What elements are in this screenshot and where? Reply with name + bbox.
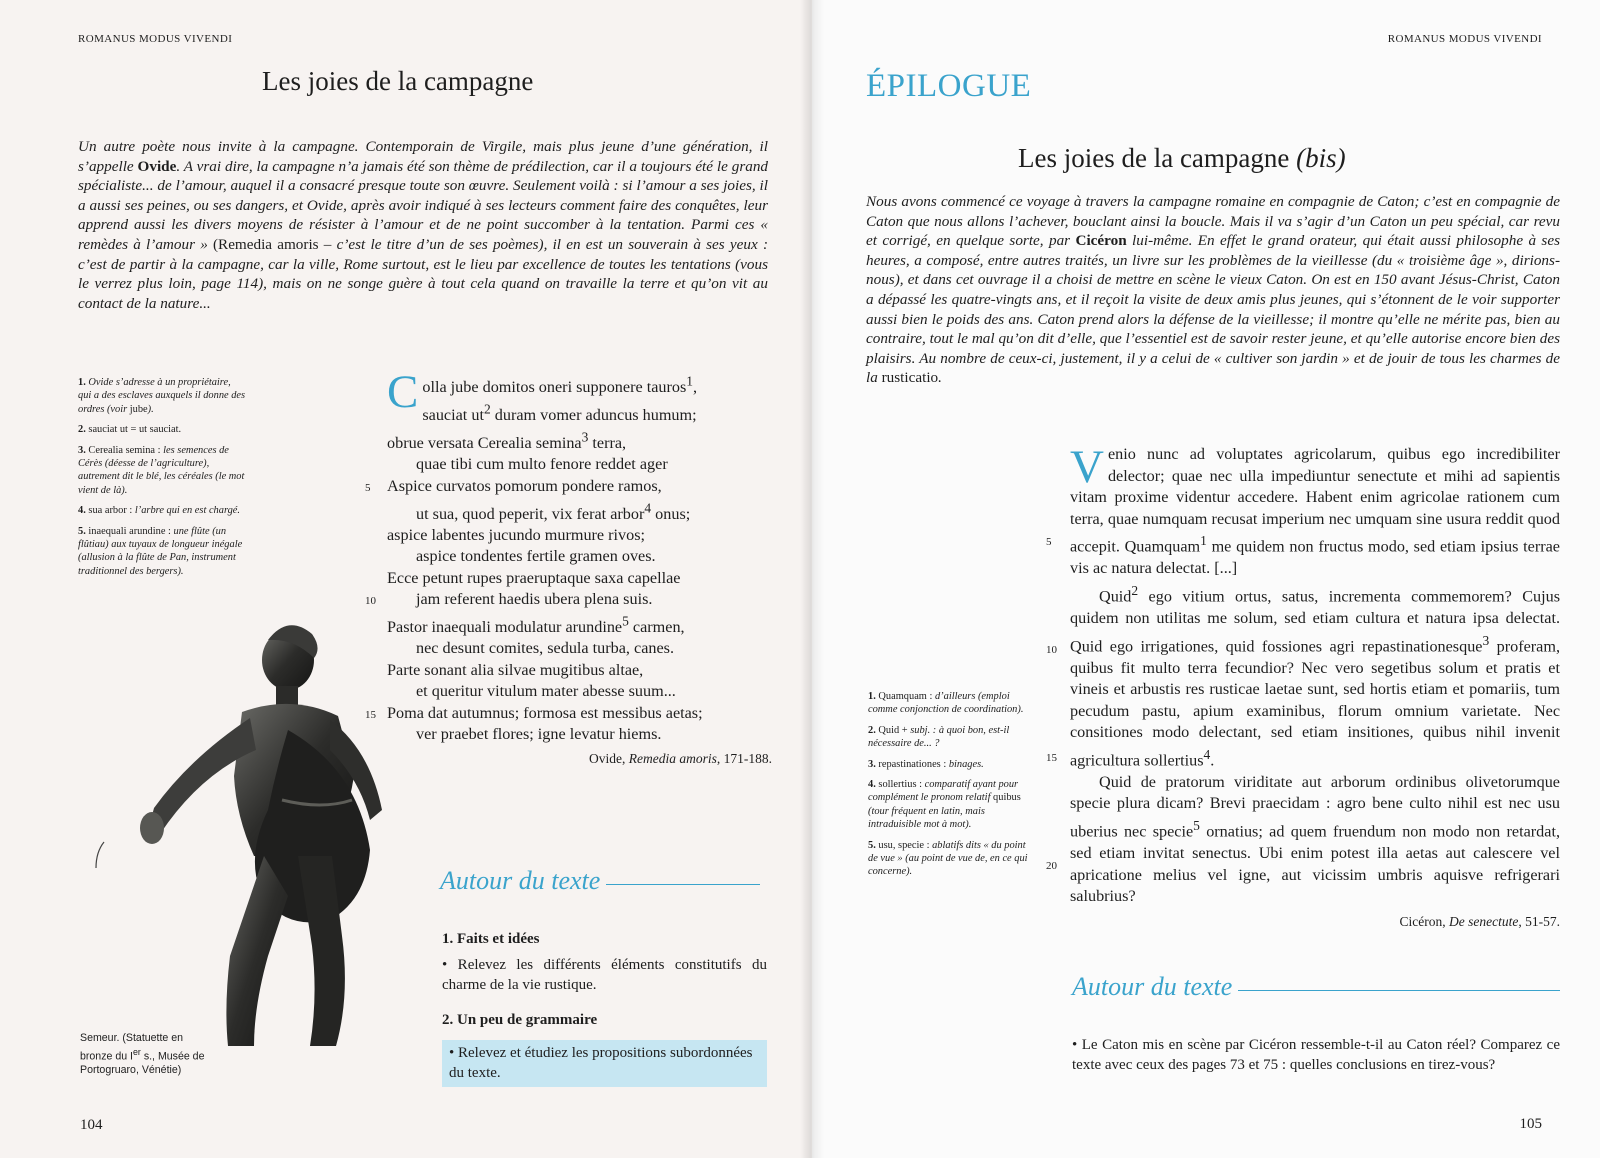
footnote — [868, 839, 1034, 879]
book-gutter — [800, 0, 824, 1158]
poem-line — [387, 660, 772, 681]
poem-line — [387, 681, 772, 702]
footnote-text: Ovide s’adresse à un propriétaire, qui a des esclaves auxquels il donne des ordres (voir jube). — [78, 377, 246, 415]
poem-line — [365, 589, 772, 610]
footnote-text: Quid + subj. : à quoi bon, est-il nécessaire de... ? — [868, 724, 1010, 750]
right-autour-rule — [1238, 990, 1560, 991]
footnote-text: sauciat ut = ut sauciat. — [88, 424, 182, 436]
footnote — [78, 525, 246, 579]
poem-line — [387, 427, 772, 455]
right-footnotes — [868, 690, 1034, 886]
drop-cap-v: V — [1070, 441, 1104, 493]
footnote-text: Quamquam : d’ailleurs (emploi comme conjonction de coordination). — [868, 691, 1024, 716]
poem-line-text: ver praebet flores; igne levatur hiems. — [416, 725, 662, 744]
ovid-citation: Ovide, Remedia amoris, 171-188. — [589, 751, 772, 767]
poem-lines — [365, 366, 772, 745]
footnote — [868, 724, 1034, 751]
poem-line — [387, 546, 772, 567]
footnote-text: sollertius : comparatif ayant pour complément le pronom relatif quibus (tour fréquent en latin, mais intraduisible mot à mot). — [868, 779, 1021, 831]
line-number-20: 20 — [1046, 860, 1057, 872]
poem-line — [387, 497, 772, 525]
footnote-text: sua arbor : l’arbre qui en est chargé. — [88, 505, 241, 517]
section-grammaire-title: 2. Un peu de grammaire — [442, 1012, 598, 1028]
poem-line — [387, 611, 772, 639]
poem-line-text: et queritur vitulum mater abesse suum... — [416, 682, 676, 701]
poem-line-text: ut sua, quod peperit, vix ferat arbor$^4$ onus; — [416, 500, 691, 523]
left-autour-title: Autour du texte — [440, 866, 601, 895]
footnote-number: 2. — [868, 724, 876, 736]
footnote — [78, 444, 246, 498]
epilogue-title: ÉPILOGUE — [866, 68, 1032, 104]
poem-line-text: olla jube domitos oneri supponere tauros$^1$, — [422, 374, 698, 397]
right-page-title: Les joies de la campagne (bis) — [1018, 143, 1346, 173]
footnote-number: 3. — [78, 444, 86, 456]
line-number: 5 — [365, 481, 371, 494]
poem-line-text: Aspice curvatos pomorum pondere ramos, — [387, 476, 662, 495]
drop-cap-c: C — [387, 366, 419, 418]
footnote-number: 1. — [78, 377, 86, 388]
footnote-text: usu, specie : ablatifs dits « du point de vue » (au point de vue de, en ce qui concerne). — [868, 839, 1028, 878]
page-number-left: 104 — [80, 1117, 103, 1133]
footnote-number: 1. — [868, 691, 876, 702]
footnote-number: 3. — [868, 758, 876, 770]
poem-line-text: quae tibi cum multo fenore reddet ager — [416, 455, 668, 474]
cicero-text — [1046, 441, 1560, 932]
page-number-right: 105 — [1519, 1116, 1542, 1132]
poem-line-text: Parte sonant alia silvae mugitibus altae, — [387, 660, 644, 679]
poem-line-text: obrue versata Cerealia semina$^3$ terra, — [387, 429, 627, 452]
footnote-text: inaequali arundine : une flûte (un flûtiau) aux tuyaux de longueur inégale (allusion à la flûte de Pan, instrument traditionnel des bergers). — [78, 525, 243, 577]
section-faits-text: • Relevez les différents éléments constitutifs du charme de la vie rustique. — [442, 957, 767, 993]
poem-line-text: nec desunt comites, sedula turba, canes. — [416, 639, 675, 658]
right-autour-title: Autour du texte — [1072, 972, 1233, 1001]
footnote-number: 2. — [78, 424, 86, 436]
footnote — [868, 690, 1034, 717]
poem-line-text: aspice labentes jucundo murmure rivos; — [387, 526, 646, 544]
line-number: 10 — [365, 595, 376, 608]
poem-line-text: aspice tondentes fertile gramen oves. — [416, 547, 656, 566]
footnote-number: 5. — [868, 839, 876, 851]
footnote — [78, 376, 246, 416]
poem-line — [387, 638, 772, 659]
left-page-title: Les joies de la campagne — [262, 66, 534, 96]
right-page — [812, 0, 1600, 1158]
footnote-number: 5. — [78, 525, 86, 537]
running-head-right: ROMANUS MODUS VIVENDI — [1387, 33, 1542, 45]
poem-line-text: Ecce petunt rupes praeruptaque saxa capellae — [387, 568, 681, 587]
footnote — [78, 504, 246, 517]
ovid-poem — [365, 366, 772, 770]
line-number-15: 15 — [1046, 752, 1057, 764]
running-head-left: ROMANUS MODUS VIVENDI — [78, 33, 233, 45]
sower-statuette-image — [92, 620, 422, 1055]
left-autour-heading — [440, 866, 760, 896]
poem-line — [365, 476, 772, 497]
poem-line — [387, 371, 772, 399]
footnote — [868, 778, 1034, 832]
footnote-text: repastinationes : binages. — [878, 758, 984, 770]
footnote — [868, 758, 1034, 771]
left-autour-rule — [606, 884, 760, 885]
right-autour-heading — [1072, 972, 1560, 1002]
line-number-5: 5 — [1046, 536, 1052, 548]
section-faits-title: 1. Faits et idées — [442, 931, 540, 947]
poem-line-text: Poma dat autumnus; formosa est messibus aetas; — [387, 703, 703, 722]
poem-line — [387, 454, 772, 475]
poem-line — [387, 525, 772, 546]
cicero-question-text: • Le Caton mis en scène par Cicéron ressemble-t-il au Caton réel? Comparez ce texte avec ceux des pages 73 et 75 : quelles conclusions en tirez-vous? — [1072, 1037, 1560, 1073]
poem-line-text: sauciat $ut^2$ duram vomer aduncus humum; — [422, 401, 697, 425]
right-intro-paragraph: Nous avons commencé ce voyage à travers la campagne romaine en compagnie de Caton; c’est en compagnie de Caton que nous allons l’achever, bouclant ainsi la boucle. Mais il va s’agir d’un Caton un peu spécial, car revu et corrigé, en quelque sorte, par Cicéron lui-même. En effet le grand orateur, qui était aussi philosophe à ses heures, a composé, entre autres traités, un livre sur les problèmes de la vieillesse (du « troisième âge », dirions-nous), et dans cet ouvrage il a choisi de mettre en scène le vieux Caton. On est en 150 avant Jésus-Christ, Caton a dépassé les quatre-vingts ans, et il reçoit la visite de deux amis plus jeunes, qui s’étonnent de le voir supporter aussi bien le poids des ans. Caton prend alors la défense de la vieillesse; il montre qu’elle ne mérite pas, bien au contraire, tout le mal qu’on dit d’elle, que l’essentiel est de savoir rester jeune, et qu’elle autorise encore bien des plaisirs. Au nombre de ceux-ci, justement, il y a celui de « cultiver son jardin » et de jouir de tous les charmes de la rusticatio. — [866, 193, 1560, 387]
poem-line — [387, 399, 772, 427]
line-number: 15 — [365, 708, 376, 721]
cicero-paragraph-2: Quid$^2$ ego vitium ortus, satus, incrementa commemorem? Cujus quidem non utilitas me solum, sed etiam cultura et natura ipsa delectat. Quid ego irrigationes, quid fossiones agri repastinationesque$^3$ proferam, quibus fit multo terra fecundior? Nec vero segetibus solum et pratis et vineis et arbustis res rusticae laetae sunt, sed hortis etiam et pomariis, tum pecudum pastu, apium examinibus, florum omnium varietate. Nec consitiones modo delectant, sed etiam insitiones, quibus nihil invenit agricultura sollertius$^4$. — [1070, 582, 1560, 770]
footnote-number: 4. — [868, 779, 876, 791]
footnote — [78, 423, 246, 436]
poem-line-text: jam referent haedis ubera plena suis. — [416, 590, 653, 609]
left-intro-paragraph: Un autre poète nous invite à la campagne. Contemporain de Virgile, mais plus jeune d’une génération, il s’appelle Ovide. A vrai dire, la campagne n’a jamais été son thème de prédilection, car il a toujours été le grand spécialiste... de l’amour, auquel il a consacré presque toute son œuvre. Seulement voilà : si l’amour a ses joies, il a aussi ses peines, ou ses dangers, et Ovide, après avoir indiqué à ses lecteurs comment faire des conquêtes, leur apprend aussi les divers moyens de résister à l’amour et de ne point succomber à la tentation. Parmi ces « remèdes à l’amour » (Remedia amoris – c’est le titre d’un de ses poèmes), il en est un souverain à ses yeux : c’est de partir à la campagne, car la ville, Rome surtout, est le lieu par excellence de toutes les tentations (vous le verrez plus loin, page 114), mais on ne songe guère à tout cela quand on travaille la terre et qu’on vit au contact de la nature... — [78, 138, 769, 312]
poem-line — [365, 703, 772, 724]
footnote-number: 4. — [78, 505, 86, 517]
cicero-citation: Cicéron, De senectute, 51-57. — [1399, 913, 1560, 929]
poem-line-text: Pastor inaequali modulatur arundine$^5$ carmen, — [387, 613, 685, 637]
line-number-10: 10 — [1046, 644, 1057, 656]
footnote-text: Cerealia semina : les semences de Cérès (déesse de l’agriculture), autrement dit le blé, les céréales (le mot vient de là). — [78, 444, 245, 496]
cicero-paragraph-1: enio nunc ad voluptates agricolarum, quibus ego incredibiliter delector; quae nec ulla impediuntur senectute et mihi ad sapientis vitam proxime videntur accedere. Habent enim agricolae rationem cum terra, quae numquam recusat imperium nec umquam sine usura reddit quod accepit. Quamquam$^1$ me quidem non fructus modo, sed etiam ipsius terrae vis ac natura delectat. [...] — [1070, 445, 1560, 578]
section-grammaire-box: • Relevez et étudiez les propositions subordonnées du texte. — [442, 1040, 767, 1087]
cicero-paragraph-3: Quid de pratorum viriditate aut arborum ordinibus olivetorumque specie plura dicam? Brevi praecidam : agro bene culto nihil est nec usu uberius nec specie$^5$ ornatius; ad quem fruendum non modo non retardat, sed etiam invitat senectus. Ubi enim potest illa aetas aut calescere vel apricatione melius vel igne, aut vicissim umbris aquisve refrigerari salubrius? — [1070, 772, 1560, 906]
poem-line — [387, 724, 772, 745]
statue-caption: Semeur. (Statuette en bronze du Ier s., Musée de Portogruaro, Vénétie) — [80, 1032, 205, 1076]
left-footnotes — [78, 376, 246, 585]
poem-line — [387, 568, 772, 589]
